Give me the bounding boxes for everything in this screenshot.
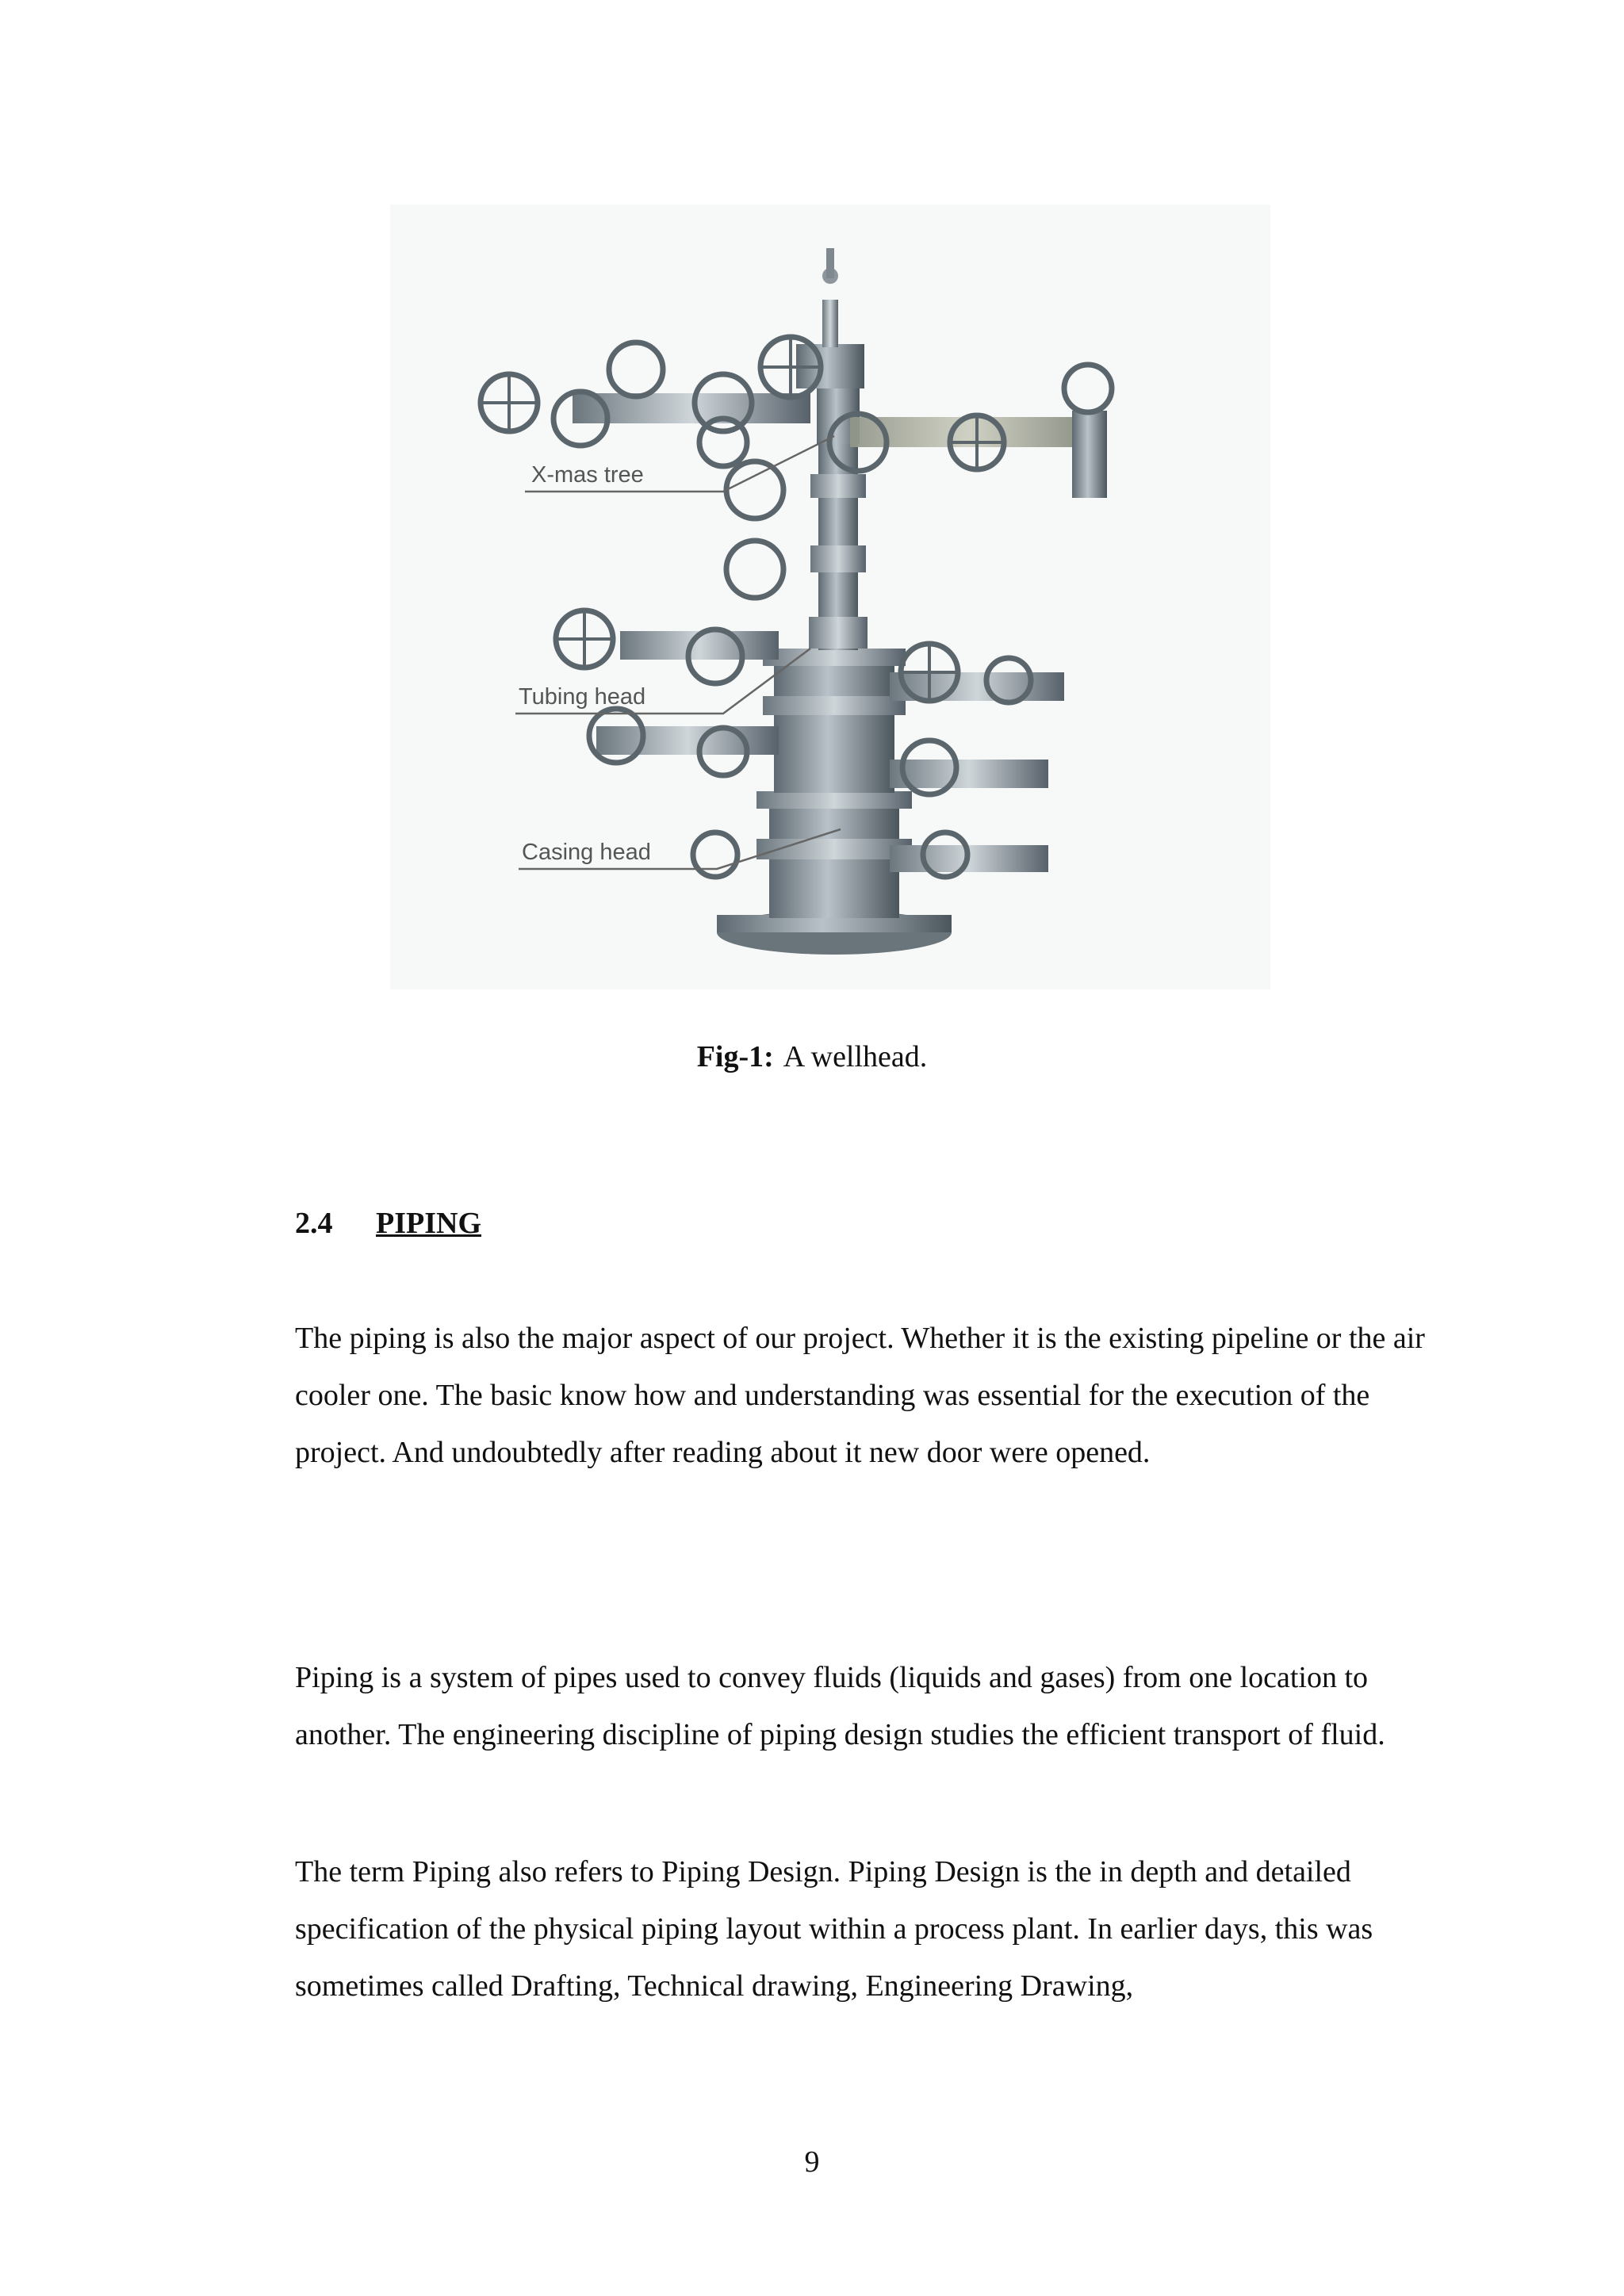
label-xmas-tree: X-mas tree [531, 462, 644, 488]
label-tubing-head: Tubing head [519, 684, 646, 710]
wellhead-figure [390, 205, 1270, 989]
paragraph-3: The term Piping also refers to Piping Design. Piping Design is the in depth and detailed specification of the physical piping layout within a process plant. In earlier days, this was sometimes called Drafting, Technical drawing, Engineering Drawing, [295, 1855, 1373, 2003]
section-title: PIPING [376, 1207, 481, 1240]
section-heading [295, 1203, 481, 1243]
caption-label: Fig-1: [696, 1040, 774, 1073]
page-number: 9 [804, 2145, 820, 2179]
section-number: 2.4 [295, 1207, 333, 1240]
wellhead-illustration [390, 205, 1270, 989]
label-casing-head: Casing head [522, 840, 651, 865]
caption-text: A wellhead. [783, 1040, 928, 1073]
paragraph-1: The piping is also the major aspect of our project. Whether it is the existing pipeline or the air cooler one. The basic know how and understanding was essential for the execution of the project. And undoubtedly after reading about it new door were opened. [295, 1322, 1425, 1469]
paragraph-2: Piping is a system of pipes used to convey fluids (liquids and gases) from one location to another. The engineering discipline of piping design studies the efficient transport of fluid. [295, 1661, 1385, 1751]
figure-caption [0, 1037, 1624, 1077]
